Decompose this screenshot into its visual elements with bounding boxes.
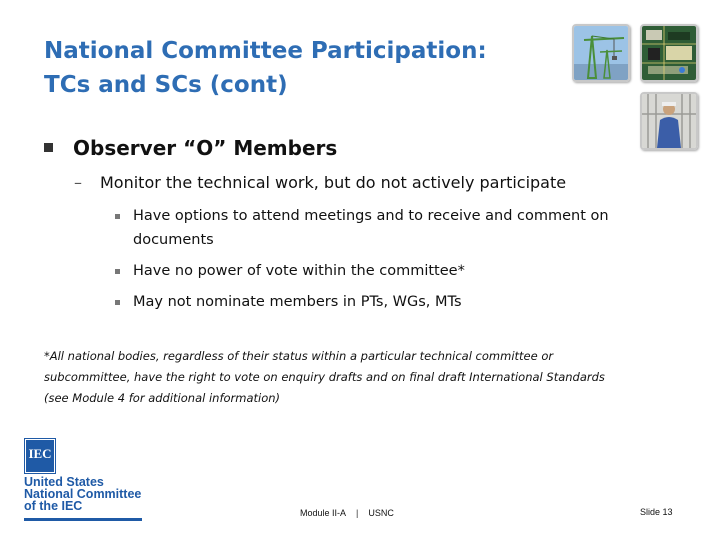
level3-bullet-item — [115, 290, 675, 314]
slide-number: Slide 13 — [640, 507, 673, 517]
logo-line1: United States — [24, 475, 104, 489]
footnote-line: *All national bodies, regardless of their status within a particular technical committee or — [44, 349, 554, 363]
small-square-bullet-icon — [115, 269, 120, 274]
footnote-line: subcommittee, have the right to vote on enquiry drafts and on final draft International Standards — [44, 370, 605, 384]
footer-org: USNC — [368, 508, 394, 518]
logo-underline — [24, 518, 142, 521]
level1-bullet-text: Observer “O” Members — [73, 136, 338, 160]
slide-title-line2: TCs and SCs (cont) — [44, 72, 288, 98]
level3-bullet-item — [115, 259, 675, 283]
observer-members-heading — [44, 136, 337, 160]
iec-logo-mark — [24, 438, 56, 474]
footer-module: Module II-A — [300, 508, 347, 518]
level3-bullet-text: Have no power of vote within the committee* — [133, 263, 465, 279]
slide-title-line1: National Committee Participation: — [44, 38, 487, 64]
small-square-bullet-icon — [115, 214, 120, 219]
level3-bullet-text: May not nominate members in PTs, WGs, MTs — [133, 294, 462, 310]
small-square-bullet-icon — [115, 300, 120, 305]
level3-bullet-item — [115, 204, 675, 252]
usnc-iec-logo — [22, 438, 152, 528]
footer-separator: | — [356, 508, 359, 518]
dash-bullet-icon: – — [74, 173, 82, 192]
level3-bullet-text: Have options to attend meetings and to receive and comment on — [133, 208, 609, 224]
header-thumbnails — [570, 22, 700, 152]
logo-line3: of the IEC — [24, 499, 83, 513]
square-bullet-icon — [44, 143, 53, 152]
logo-line2: National Committee — [24, 487, 142, 501]
level3-bullet-text-cont: documents — [133, 232, 214, 248]
footnote-line: (see Module 4 for additional information) — [44, 391, 281, 405]
iec-logo-letters: IEC — [28, 446, 52, 461]
level2-bullet — [74, 173, 566, 192]
circuit-board-icon — [640, 24, 698, 82]
logo-wordmark — [24, 476, 152, 512]
slide-title — [44, 34, 487, 102]
crane-icon — [572, 24, 630, 82]
engineer-icon — [640, 92, 698, 150]
footnote — [44, 346, 704, 409]
footer-module-info — [300, 508, 394, 518]
level2-bullet-text: Monitor the technical work, but do not actively participate — [100, 173, 567, 192]
